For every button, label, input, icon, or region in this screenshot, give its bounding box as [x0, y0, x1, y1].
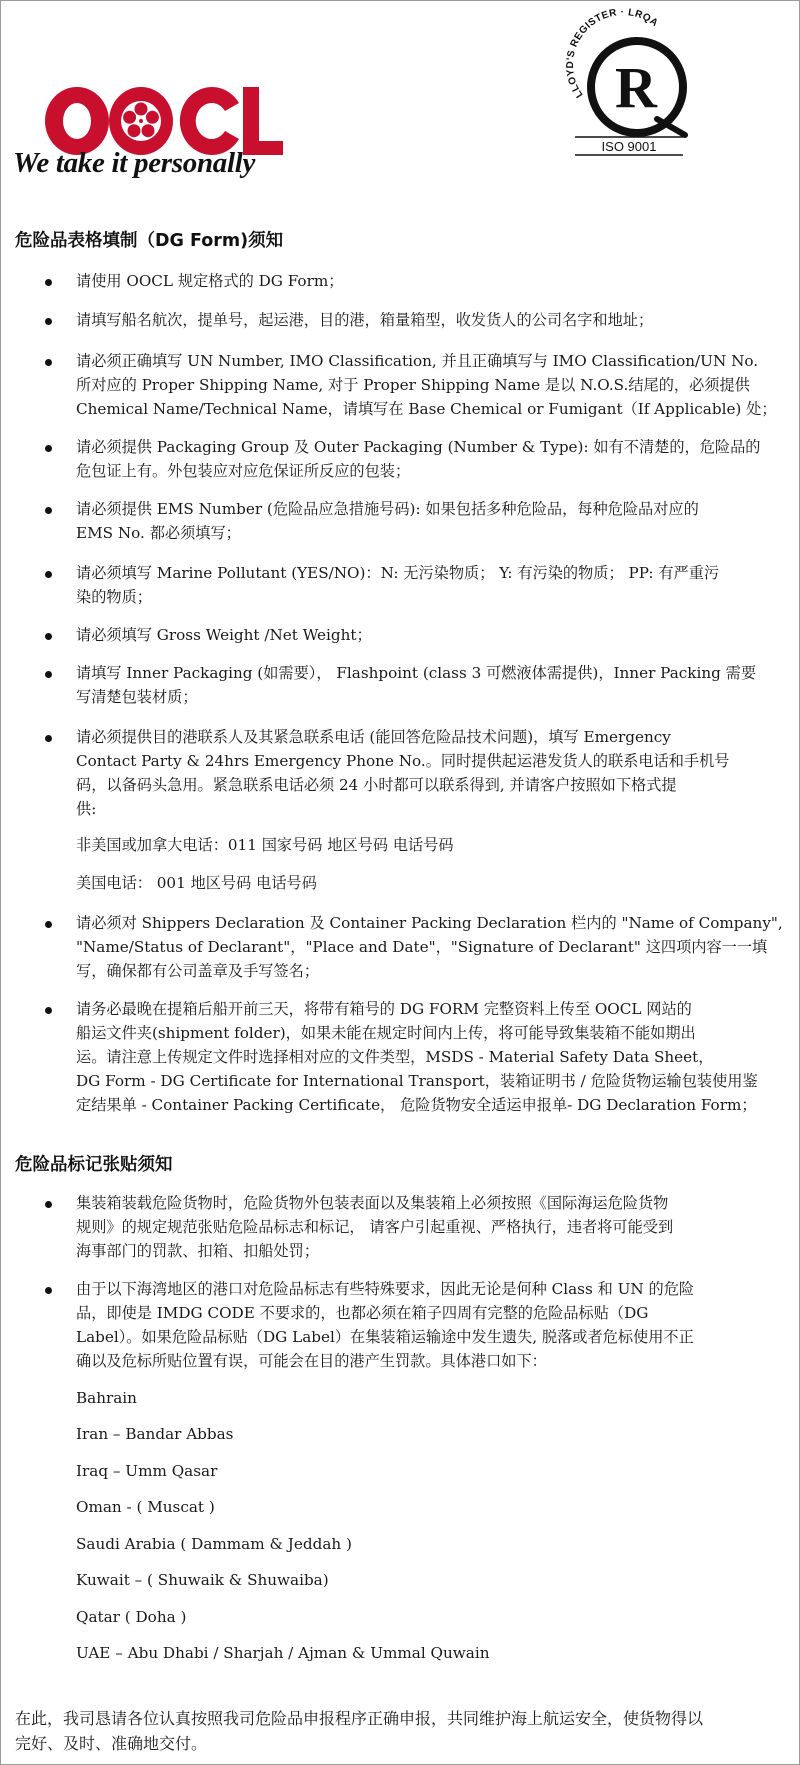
oocl-logo [13, 69, 313, 189]
list-item-text: 由于以下海湾地区的港口对危险品标志有些特殊要求，因此无论是何种 Class 和 UN 的危险 品，即使是 IMDG CODE 不要求的，也都必须在箱子四周有完整的危险品标贴（DG Label）。如果危险品标贴（DG Label）在集装箱运输途中发生遗失, 脱落或者危标使用不正 确以及危标所贴位置有误，可能会在目的港产生罚款。具体港口如下： [76, 1280, 695, 1370]
list-item-text: 请填写船名航次，提单号，起运港，目的港，箱量箱型，收发货人的公司名字和地址； [76, 311, 654, 329]
list-item-text: 集装箱装载危险货物时，危险货物外包装表面以及集装箱上必须按照《国际海运危险货物 规则》的规定规范张贴危险品标志和标记， 请客户引起重视、严格执行，违者将可能受到 海事部门的罚款、扣箱、扣船处罚； [76, 1194, 674, 1260]
list-item-text: 请必须提供 EMS Number (危险品应急措施号码): 如果包括多种危险品，每种危险品对应的 EMS No. 都必须填写； [76, 500, 699, 542]
list-item-text: 请务必最晚在提箱后船开前三天，将带有箱号的 DG FORM 完整资料上传至 OOCL 网站的 船运文件夹(shipment folder)，如果未能在规定时间内上传，将可能导致集装箱不能如期出 运。请注意上传规定文件时选择相对应的文件类型，MSDS - Material Safety Data Sheet， DG Form - DG Certificate for International Transport，装箱证明书 / 危险货物运输包装使用鉴 定结果单 - Container Packing Certificate， 危险货物安全适运申报单- DG Declaration Form； [76, 1000, 758, 1114]
lrqa-iso-9001-mark [557, 3, 703, 159]
bullet-icon [45, 445, 52, 452]
bullet-icon [45, 571, 52, 578]
bullet-icon [45, 921, 52, 928]
port-item: Kuwait – ( Shuwaik & Shuwaiba) [76, 1571, 329, 1589]
lrqa-ring-text: LLOYD'S REGISTER · LRQA [564, 6, 661, 100]
bullet-icon [45, 359, 52, 366]
list-item-text: 请必须对 Shippers Declaration 及 Container Packing Declaration 栏内的 "Name of Company", "Name/Status of Declarant"，"Place and Date"，"Signature of Declarant" 这四项内容一一填 写，确保都有公司盖章及手写签名； [76, 914, 783, 980]
bullet-icon [45, 1201, 52, 1208]
port-item: Saudi Arabia ( Dammam & Jeddah ) [76, 1535, 352, 1553]
list-item-text: 请必须填写 Gross Weight /Net Weight； [76, 626, 372, 644]
list-item-text: 请必须提供 Packaging Group 及 Outer Packaging (Number & Type): 如有不清楚的，危险品的 危包证上有。外包装应对应危保证所反应的包装； [76, 438, 761, 480]
bullet-icon [45, 1287, 52, 1294]
port-item: Iran – Bandar Abbas [76, 1425, 234, 1443]
port-item: Bahrain [76, 1389, 137, 1407]
phone-format-intl: 非美国或加拿大电话：011 国家号码 地区号码 电话号码 [76, 836, 454, 854]
svg-text:R: R [615, 55, 657, 120]
bullet-icon [45, 671, 52, 678]
port-item: Qatar ( Doha ) [76, 1608, 187, 1626]
port-item: UAE – Abu Dhabi / Sharjah / Ajman & Ummal Quwain [76, 1644, 490, 1662]
bullet-icon [45, 633, 52, 640]
list-item-text: 请必须正确填写 UN Number, IMO Classification, 并且正确填写与 IMO Classification/UN No. 所对应的 Proper Shipping Name, 对于 Proper Shipping Name 是以 N.O.S.结尾的，必须提供 Chemical Name/Technical Name，请填写在 Base Chemical or Fumigant（If Applicable) 处； [76, 352, 777, 418]
port-item: Oman - ( Muscat ) [76, 1498, 215, 1516]
closing-paragraph: 在此，我司恳请各位认真按照我司危险品申报程序正确申报，共同维护海上航运安全，使货物得以 完好、及时、准确地交付。 [15, 1709, 704, 1753]
bullet-icon [45, 279, 52, 286]
section1-title: 危险品表格填制（DG Form)须知 [15, 231, 284, 251]
port-item: Iraq – Umm Qasar [76, 1462, 218, 1480]
list-item-text: 请必须填写 Marine Pollutant (YES/NO)：N: 无污染物质； Y: 有污染的物质； PP: 有严重污 染的物质； [76, 564, 720, 606]
bullet-icon [45, 507, 52, 514]
bullet-icon [45, 318, 52, 325]
logo-tagline: We take it personally [13, 147, 256, 179]
list-item-text: 请填写 Inner Packaging (如需要）， Flashpoint (class 3 可燃液体需提供)，Inner Packing 需要 写清楚包装材质； [76, 664, 757, 706]
phone-format-us: 美国电话： 001 地区号码 电话号码 [76, 874, 317, 892]
bullet-icon [45, 735, 52, 742]
bullet-icon [45, 1007, 52, 1014]
list-item-text: 请必须提供目的港联系人及其紧急联系电话 (能回答危险品技术问题)，填写 Emergency Contact Party & 24hrs Emergency Phone No.。同时提供起运港发货人的联系电话和手机号 码，以备码头急用。紧急联系电话必须 24 小时都可以联系得到, 并请客户按照如下格式提 供: [76, 728, 730, 818]
list-item-text: 请使用 OOCL 规定格式的 DG Form； [76, 272, 344, 290]
iso-9001-label: ISO 9001 [601, 139, 657, 154]
section2-title: 危险品标记张贴须知 [15, 1155, 173, 1175]
